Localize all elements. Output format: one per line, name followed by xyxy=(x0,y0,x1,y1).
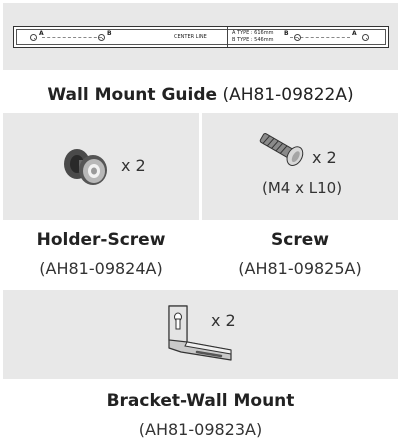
wall-mount-guide-caption xyxy=(0,84,401,106)
guide-label-b-right: B xyxy=(284,30,289,37)
guide-center-line-label: CENTER LINE xyxy=(174,34,207,40)
hole-marker-icon xyxy=(362,34,369,41)
bracket-wall-mount-name: Bracket-Wall Mount xyxy=(106,391,295,411)
bracket-wall-mount-panel xyxy=(3,290,398,379)
guide-label-b-left: B xyxy=(107,30,112,37)
guide-dash-left xyxy=(42,37,102,38)
guide-label-a-left: A xyxy=(39,30,44,37)
guide-type-a: A TYPE : 616mm xyxy=(232,30,274,36)
wall-mount-guide-panel xyxy=(3,3,398,70)
holder-screw-name: Holder-Screw xyxy=(36,230,166,250)
screw-panel xyxy=(202,113,398,220)
holder-screw-code: (AH81-09824A) xyxy=(39,259,163,278)
holder-screw-panel xyxy=(3,113,199,220)
holder-screw-icon xyxy=(57,138,117,198)
holder-screw-qty: x 2 xyxy=(121,156,146,175)
wall-mount-guide-strip xyxy=(13,26,389,48)
guide-label-a-right: A xyxy=(352,30,357,37)
hole-marker-icon xyxy=(98,34,105,41)
wall-mount-guide-code: (AH81-09822A) xyxy=(222,85,354,105)
bracket-wall-mount-code: (AH81-09823A) xyxy=(138,420,263,439)
hole-marker-icon xyxy=(30,34,37,41)
screw-name: Screw xyxy=(271,230,329,250)
wall-mount-guide-name: Wall Mount Guide xyxy=(47,85,218,105)
guide-center-divider xyxy=(227,27,228,47)
guide-type-b: B TYPE : 546mm xyxy=(232,37,274,43)
screw-spec: (M4 x L10) xyxy=(262,179,343,197)
hole-marker-icon xyxy=(294,34,301,41)
bracket-qty: x 2 xyxy=(211,311,236,330)
screw-icon xyxy=(256,129,312,173)
screw-qty: x 2 xyxy=(312,148,337,167)
screw-code: (AH81-09825A) xyxy=(238,259,362,278)
